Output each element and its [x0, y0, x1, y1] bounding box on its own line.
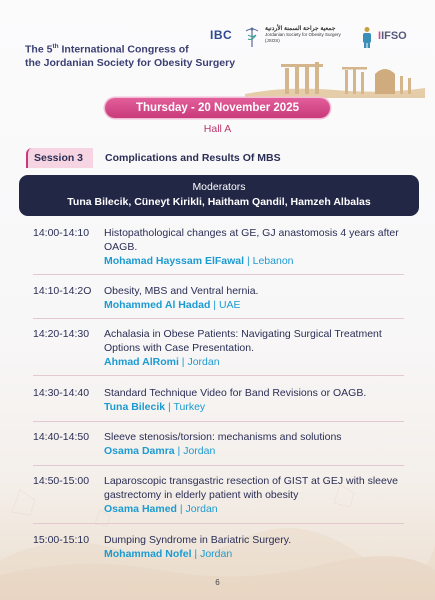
talk-separator: |: [210, 299, 219, 311]
moderators-label: Moderators: [192, 181, 246, 193]
session-title: Complications and Results Of MBS: [105, 152, 281, 164]
jsos-logo-arabic: جمعية جراحة السمنة الأردنية: [265, 26, 336, 32]
ifso-logo-mark: I: [378, 30, 382, 42]
title-line2: the Jordanian Society for Obesity Surgery: [25, 56, 236, 69]
talk-speaker: Ahmad AlRomi: [104, 356, 179, 368]
talk-speaker: Osama Hamed: [104, 503, 177, 515]
title-ordinal-suffix: th: [52, 43, 59, 50]
talk-time: 14:40-14:50: [33, 431, 90, 443]
talk-country: UAE: [218, 299, 241, 311]
hall-label: Hall A: [203, 123, 232, 135]
talk-title: Histopathological changes at GE, GJ anastomosis 4 years after OAGB.: [104, 227, 399, 253]
title-line1-pre: The 5: [25, 43, 53, 56]
divider: [33, 421, 404, 422]
divider: [33, 523, 404, 524]
talk-time: 14:00-14:10: [33, 227, 90, 239]
jsos-logo: [265, 26, 355, 44]
talk-separator: |: [178, 356, 188, 368]
talk-country: Lebanon: [252, 255, 294, 267]
figure-icon: [360, 26, 374, 48]
congress-title: [25, 40, 235, 70]
talk-speaker: Osama Damra: [104, 445, 175, 457]
ibc-logo-text: IBC: [210, 28, 233, 42]
talk-speaker: Tuna Bilecik: [104, 401, 166, 413]
page-number: 6: [215, 578, 220, 587]
sponsor-logos: [210, 26, 425, 50]
ibc-logo: [210, 28, 232, 42]
talk-time: 15:00-15:10: [33, 534, 90, 546]
divider: [33, 375, 404, 376]
talk-separator: |: [174, 445, 184, 457]
talk-speaker: Mohamad Hayssam ElFawal: [104, 255, 245, 267]
talk-country: Jordan: [200, 548, 233, 560]
talk-separator: |: [244, 255, 253, 267]
moderators-names: Tuna Bilecik, Cüneyt Kirikli, Haitham Qandil, Hamzeh Albalas: [67, 196, 371, 208]
talk-country: Jordan: [183, 445, 216, 457]
talk-speaker: Mohammed Al Hadad: [104, 299, 211, 311]
talk-separator: |: [176, 503, 186, 515]
talk-time: 14:10-14:2O: [33, 285, 92, 297]
talk-title: Obesity, MBS and Ventral hernia.: [104, 285, 259, 297]
moderators-box: [19, 175, 419, 216]
ifso-logo: [378, 30, 407, 42]
divider: [33, 465, 404, 466]
date-banner: Thursday - 20 November 2025: [105, 98, 330, 118]
talk-title: Standard Technique Video for Band Revisions or OAGB.: [104, 387, 367, 399]
talk-time: 14:20-14:30: [33, 328, 90, 340]
talk-separator: |: [191, 548, 201, 560]
talk-separator: |: [165, 401, 174, 413]
talk-time: 14:30-14:40: [33, 387, 90, 399]
divider: [33, 318, 404, 319]
talk-country: Turkey: [173, 401, 206, 413]
talk-country: Jordan: [185, 503, 218, 515]
talk-title: Laparoscopic transgastric resection of GIST at GEJ with sleeve gastrectomy in elderly patient with obesity: [104, 475, 398, 501]
talk-time: 14:50-15:00: [33, 475, 90, 487]
talk-country: Jordan: [187, 356, 220, 368]
title-line1-post: International Congress of: [58, 43, 189, 56]
divider: [33, 274, 404, 275]
talk-title: Achalasia in Obese Patients: Navigating Surgical Treatment Options with Case Presentation.: [104, 328, 382, 354]
session-label: Session 3: [26, 148, 93, 168]
talk-title: Dumping Syndrome in Bariatric Surgery.: [104, 534, 292, 546]
talk-speaker: Mohammad Nofel: [104, 548, 192, 560]
ifso-logo-text: IFSO: [381, 30, 407, 42]
jsos-logo-english: Jordanian Society for Obesity Surgery (JSOS): [265, 32, 341, 43]
talk-title: Sleeve stenosis/torsion: mechanisms and solutions: [104, 431, 342, 443]
roman-ruins-illustration: [245, 50, 425, 98]
caduceus-icon: [244, 26, 260, 48]
